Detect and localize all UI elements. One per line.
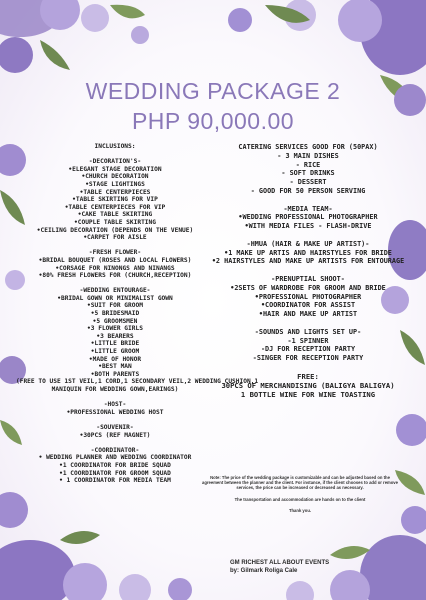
signed-by: by: Gilmark Roliga Cale — [230, 567, 298, 574]
catering-item: - 3 MAIN DISHES — [277, 151, 339, 160]
inclusions-heading: INCLUSIONS: — [94, 143, 136, 150]
entourage-item: •BOTH PARENTS — [90, 370, 140, 378]
hmua-item: •1 MAKE UP ARTIS AND HAIRSTYLES FOR BRIDE — [224, 248, 392, 257]
catering-heading: CATERING SERVICES GOOD FOR (50PAX) — [238, 143, 378, 151]
decoration-item: •CARPET FOR AISLE — [83, 234, 147, 242]
flower-left-side — [0, 144, 26, 445]
price-note: Note: The price of the wedding package is customizable and can be adjusted based on the agreement between the planner and the client. For instance, if the client chooses to add or remove services, the price can be increased or decreased as necessary. — [202, 475, 398, 491]
host-heading: -HOST- — [103, 401, 127, 409]
entourage-note: (FREE TO USE 1ST VEIL,1 CORD,1 SECONDARY VEIL,2 WEDDING CUSHION,1 — [16, 378, 259, 386]
coordinator-item: •1 COORDINATOR FOR BRIDE SQUAD — [59, 461, 171, 469]
coordinator-item: •1 COORDINATOR FOR GROOM SQUAD — [59, 469, 171, 477]
package-price: PHP 90,000.00 — [131, 108, 295, 134]
decoration-item: •COUPLE TABLE SKIRTING — [74, 218, 156, 226]
entourage-item: •SUIT FOR GROOM — [87, 302, 143, 310]
decoration-item: •TABLE CENTERPIECES FOR VIP — [64, 203, 166, 211]
flower-heading: -FRESH FLOWER- — [88, 249, 142, 257]
catering-item: - GOOD FOR 50 PERSON SERVING — [250, 186, 366, 195]
hmua-item: •2 HAIRSTYLES AND MAKE UP ARTISTS FOR ENTOURAGE — [211, 257, 405, 266]
flower-bottom-left — [0, 492, 192, 600]
free-heading: FREE: — [297, 371, 319, 381]
entourage-item: •LITTLE BRIDE — [90, 340, 140, 348]
host-item: •PROFESSIONAL WEDDING HOST — [66, 408, 164, 416]
prenup-item: •2SETS OF WARDROBE FOR GROOM AND BRIDE — [230, 283, 386, 292]
catering-item: - DESSERT — [289, 178, 327, 187]
entourage-heading: -WEDDING ENTOURAGE- — [79, 287, 151, 295]
sounds-item: -SINGER FOR RECEPTION PARTY — [252, 354, 364, 363]
package-title: WEDDING PACKAGE 2 — [85, 78, 341, 104]
sounds-item: -1 SPINNER — [287, 336, 329, 345]
decoration-item: •CEILING DECORATION (DEPENDS ON THE VENUE) — [36, 226, 194, 234]
decoration-item: •STAGE LIGHTINGS — [85, 180, 145, 188]
notes-block — [200, 475, 400, 516]
flower-item: •BRIDAL BOUQUET (ROSES AND LOCAL FLOWERS) — [38, 256, 192, 264]
sounds-heading: -SOUNDS AND LIGHTS SET UP- — [254, 327, 362, 336]
entourage-item: •5 BRIDESMAID — [90, 310, 140, 318]
catering-item: - SOFT DRINKS — [281, 169, 335, 178]
thank-you: Thank you. — [288, 507, 312, 513]
flower-bottom-right — [286, 506, 426, 600]
decoration-item: •CHURCH DECORATION — [81, 173, 149, 181]
entourage-item: •BEST MAN — [98, 363, 132, 371]
catering-item: - RICE — [295, 160, 321, 169]
flower-top-left — [0, 0, 149, 73]
decoration-heading: -DECORATION'S- — [88, 158, 142, 166]
sounds-item: -DJ FOR RECEPTION PARTY — [260, 345, 356, 354]
entourage-item: •3 BEARERS — [96, 332, 134, 340]
media-heading: -MEDIA TEAM- — [283, 204, 333, 213]
flower-item: •CORSAGE FOR NINONGS AND NINANGS — [55, 264, 175, 272]
decoration-item: •ELEGANT STAGE DECORATION — [68, 165, 162, 173]
decoration-item: •TABLE CENTERPIECES — [79, 188, 151, 196]
entourage-item: •MADE OF HONOR — [88, 355, 142, 363]
coordinator-item: • 1 COORDINATOR FOR MEDIA TEAM — [59, 477, 171, 485]
hmua-heading: -HMUA (HAIR & MAKE UP ARTIST)- — [246, 239, 370, 248]
company-name: GM RICHEST ALL ABOUT EVENTS — [230, 560, 330, 566]
entourage-item: •BRIDAL GOWN OR MINIMALIST GOWN — [57, 294, 173, 302]
right-column — [211, 143, 405, 400]
free-item: 1 BOTTLE WINE FOR WINE TOASTING — [240, 390, 376, 400]
entourage-note: MANIQUIN FOR WEDDING GOWN,EARINGS) — [51, 386, 179, 393]
prenup-item: •COORDINATOR FOR ASSIST — [260, 301, 356, 310]
media-item: •WITH MEDIA FILES - FLASH-DRIVE — [244, 222, 372, 231]
flower-item: •80% FRESH FLOWERS FOR (CHURCH,RECEPTION) — [38, 272, 192, 280]
coordinator-item: • WEDDING PLANNER AND WEDDING COORDINATOR — [38, 454, 192, 462]
entourage-item: •LITTLE GROOM — [90, 348, 140, 356]
souvenir-item: •30PCS (REF MAGNET) — [79, 431, 151, 439]
entourage-item: •5 GROOMSMEN — [92, 317, 138, 325]
coordinator-heading: -COORDINATOR- — [90, 446, 140, 454]
free-item: 30PCS OF MERCHANDISING (BALIGYA BALIGYA) — [221, 380, 395, 390]
signature-block — [230, 560, 400, 575]
decoration-item: •TABLE SKIRTING FOR VIP — [72, 196, 158, 204]
decoration-item: •CAKE TABLE SKIRTING — [77, 211, 153, 219]
entourage-item: •3 FLOWER GIRLS — [87, 325, 143, 333]
left-column — [16, 143, 259, 485]
prenup-item: •HAIR AND MAKE UP ARTIST — [258, 310, 358, 319]
media-item: •WEDDING PROFESSIONAL PHOTOGRAPHER — [238, 213, 378, 222]
prenup-item: •PROFESSIONAL PHOTOGRAPHER — [254, 292, 362, 301]
prenup-heading: -PRENUPTIAL SHOOT- — [271, 274, 345, 283]
souvenir-heading: -SOUVENIR- — [96, 423, 134, 431]
transport-note: The transportation and accommodation are hands on to the client — [234, 496, 366, 502]
